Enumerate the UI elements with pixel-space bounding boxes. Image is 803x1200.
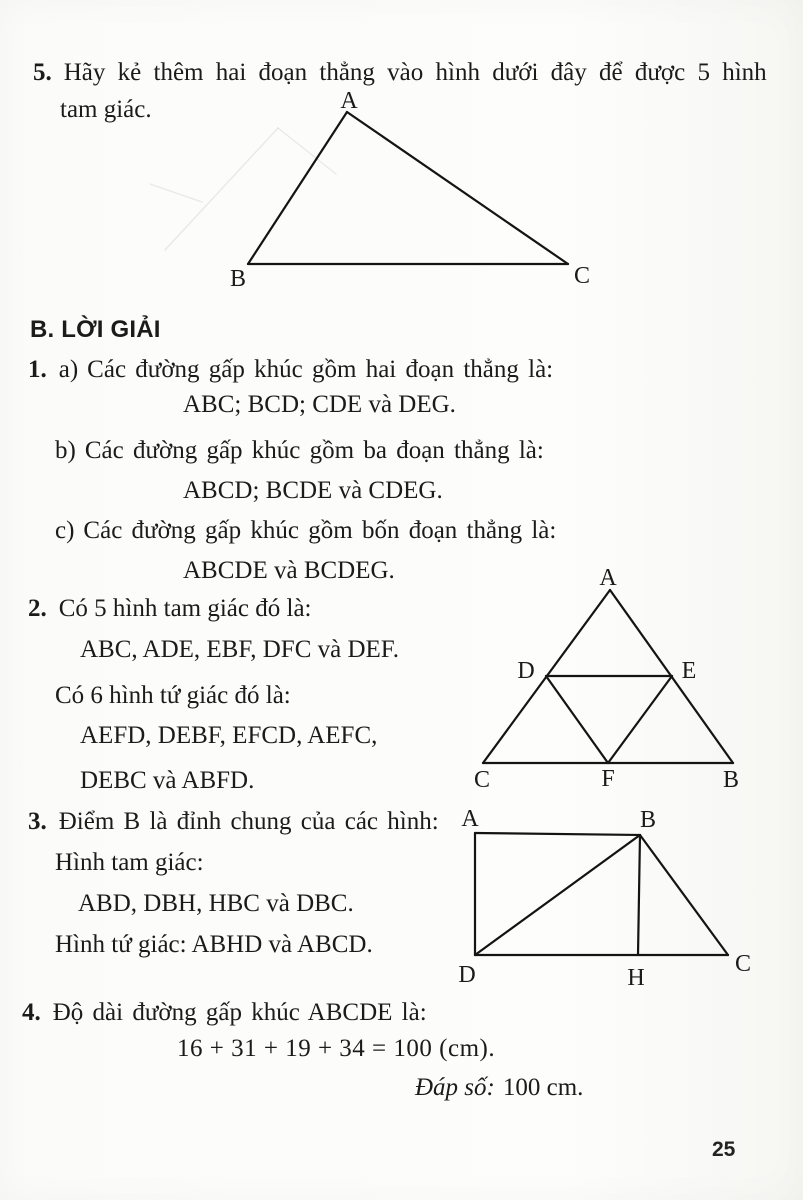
figure-triangle-with-midpoints — [460, 565, 760, 795]
problem4-equation: 16 + 31 + 19 + 34 = 100 (cm). — [177, 1035, 496, 1062]
scan-ghost-line — [150, 184, 202, 202]
vertex-label-c: C — [734, 951, 752, 977]
figure-rectangle-with-triangles — [450, 808, 780, 993]
problem3-text-line1: Điểm B là đỉnh chung của các hình: — [58, 808, 439, 835]
part-b-text: Các đường gấp khúc gồm ba đoạn thẳng là: — [84, 437, 544, 464]
problem2-text-line1: Có 5 hình tam giác đó là: — [58, 595, 312, 622]
vertex-label-d: D — [517, 658, 535, 684]
problem1-part-b-answer: ABCD; BCDE và CDEG. — [183, 477, 443, 504]
problem4-answer — [415, 1074, 583, 1103]
problem5-number: 5. — [33, 59, 52, 86]
part-a-label: a) — [58, 356, 79, 383]
problem2-quads-list-1: AEFD, DEBF, EFCD, AEFC, — [80, 722, 378, 749]
answer-label: Đáp số: — [415, 1074, 495, 1101]
edge-ab — [248, 112, 347, 264]
segment-bh — [638, 835, 640, 955]
part-c-label: c) — [55, 517, 75, 544]
problem5-statement-line1 — [33, 59, 773, 88]
problem4-text-line1: Độ dài đường gấp khúc ABCDE là: — [52, 999, 427, 1026]
scan-ghost-line — [278, 128, 336, 174]
problem2-line1 — [28, 595, 311, 624]
part-a-text: Các đường gấp khúc gồm hai đoạn thẳng là: — [87, 356, 554, 383]
problem2-triangles-list: ABC, ADE, EBF, DFC và DEF. — [80, 636, 399, 663]
vertex-label-h: H — [627, 965, 645, 991]
part-c-text: Các đường gấp khúc gồm bốn đoạn thẳng là: — [83, 517, 557, 544]
vertex-label-d: D — [458, 962, 476, 988]
problem1-part-b — [55, 437, 544, 466]
part-b-label: b) — [55, 437, 76, 464]
problem2-text-line3: Có 6 hình tứ giác đó là: — [55, 682, 291, 709]
vertex-label-a: A — [340, 92, 358, 114]
problem2-quads-list-2: DEBC và ABFD. — [80, 767, 255, 794]
vertex-label-a: A — [461, 808, 479, 832]
edge-ac — [347, 112, 568, 264]
edge-bc — [640, 835, 728, 955]
figure-triangle-abc — [150, 92, 610, 297]
edge-ab — [475, 833, 640, 835]
vertex-label-e: E — [681, 658, 697, 684]
problem1-part-a-answer: ABC; BCD; CDE và DEG. — [183, 391, 456, 418]
problem5-text-line1: Hãy kẻ thêm hai đoạn thẳng vào hình dưới đây để được 5 hình — [63, 59, 767, 86]
vertex-label-b: B — [639, 808, 657, 833]
vertex-label-f: F — [601, 766, 615, 792]
problem3-triangles-list: ABD, DBH, HBC và DBC. — [78, 890, 354, 917]
solutions-heading: B. LỜI GIẢI — [30, 316, 161, 343]
problem3-line1 — [28, 808, 439, 837]
problem1-part-c-answer: ABCDE và BCDEG. — [183, 557, 395, 584]
problem3-quads-line: Hình tứ giác: ABHD và ABCD. — [55, 931, 373, 958]
problem1-part-a — [28, 356, 553, 385]
problem3-number: 3. — [28, 808, 47, 835]
vertex-label-a: A — [599, 565, 617, 591]
problem1-number: 1. — [28, 356, 47, 383]
problem3-text-line2: Hình tam giác: — [55, 849, 204, 876]
vertex-label-c: C — [473, 767, 491, 793]
problem4-number: 4. — [22, 999, 41, 1026]
vertex-label-b: B — [722, 767, 740, 793]
vertex-label-b: B — [229, 266, 247, 292]
problem5-statement-line2: tam giác. — [60, 96, 152, 123]
problem2-number: 2. — [28, 595, 47, 622]
answer-value: 100 cm. — [502, 1074, 584, 1101]
diagonal-db — [475, 835, 640, 955]
scan-ghost-line — [165, 128, 278, 250]
vertex-label-c: C — [573, 263, 591, 289]
segment-df — [546, 676, 608, 763]
problem1-part-c — [55, 517, 556, 546]
problem4-line1 — [22, 999, 427, 1028]
page-number: 25 — [712, 1138, 736, 1161]
segment-ef — [608, 676, 672, 763]
